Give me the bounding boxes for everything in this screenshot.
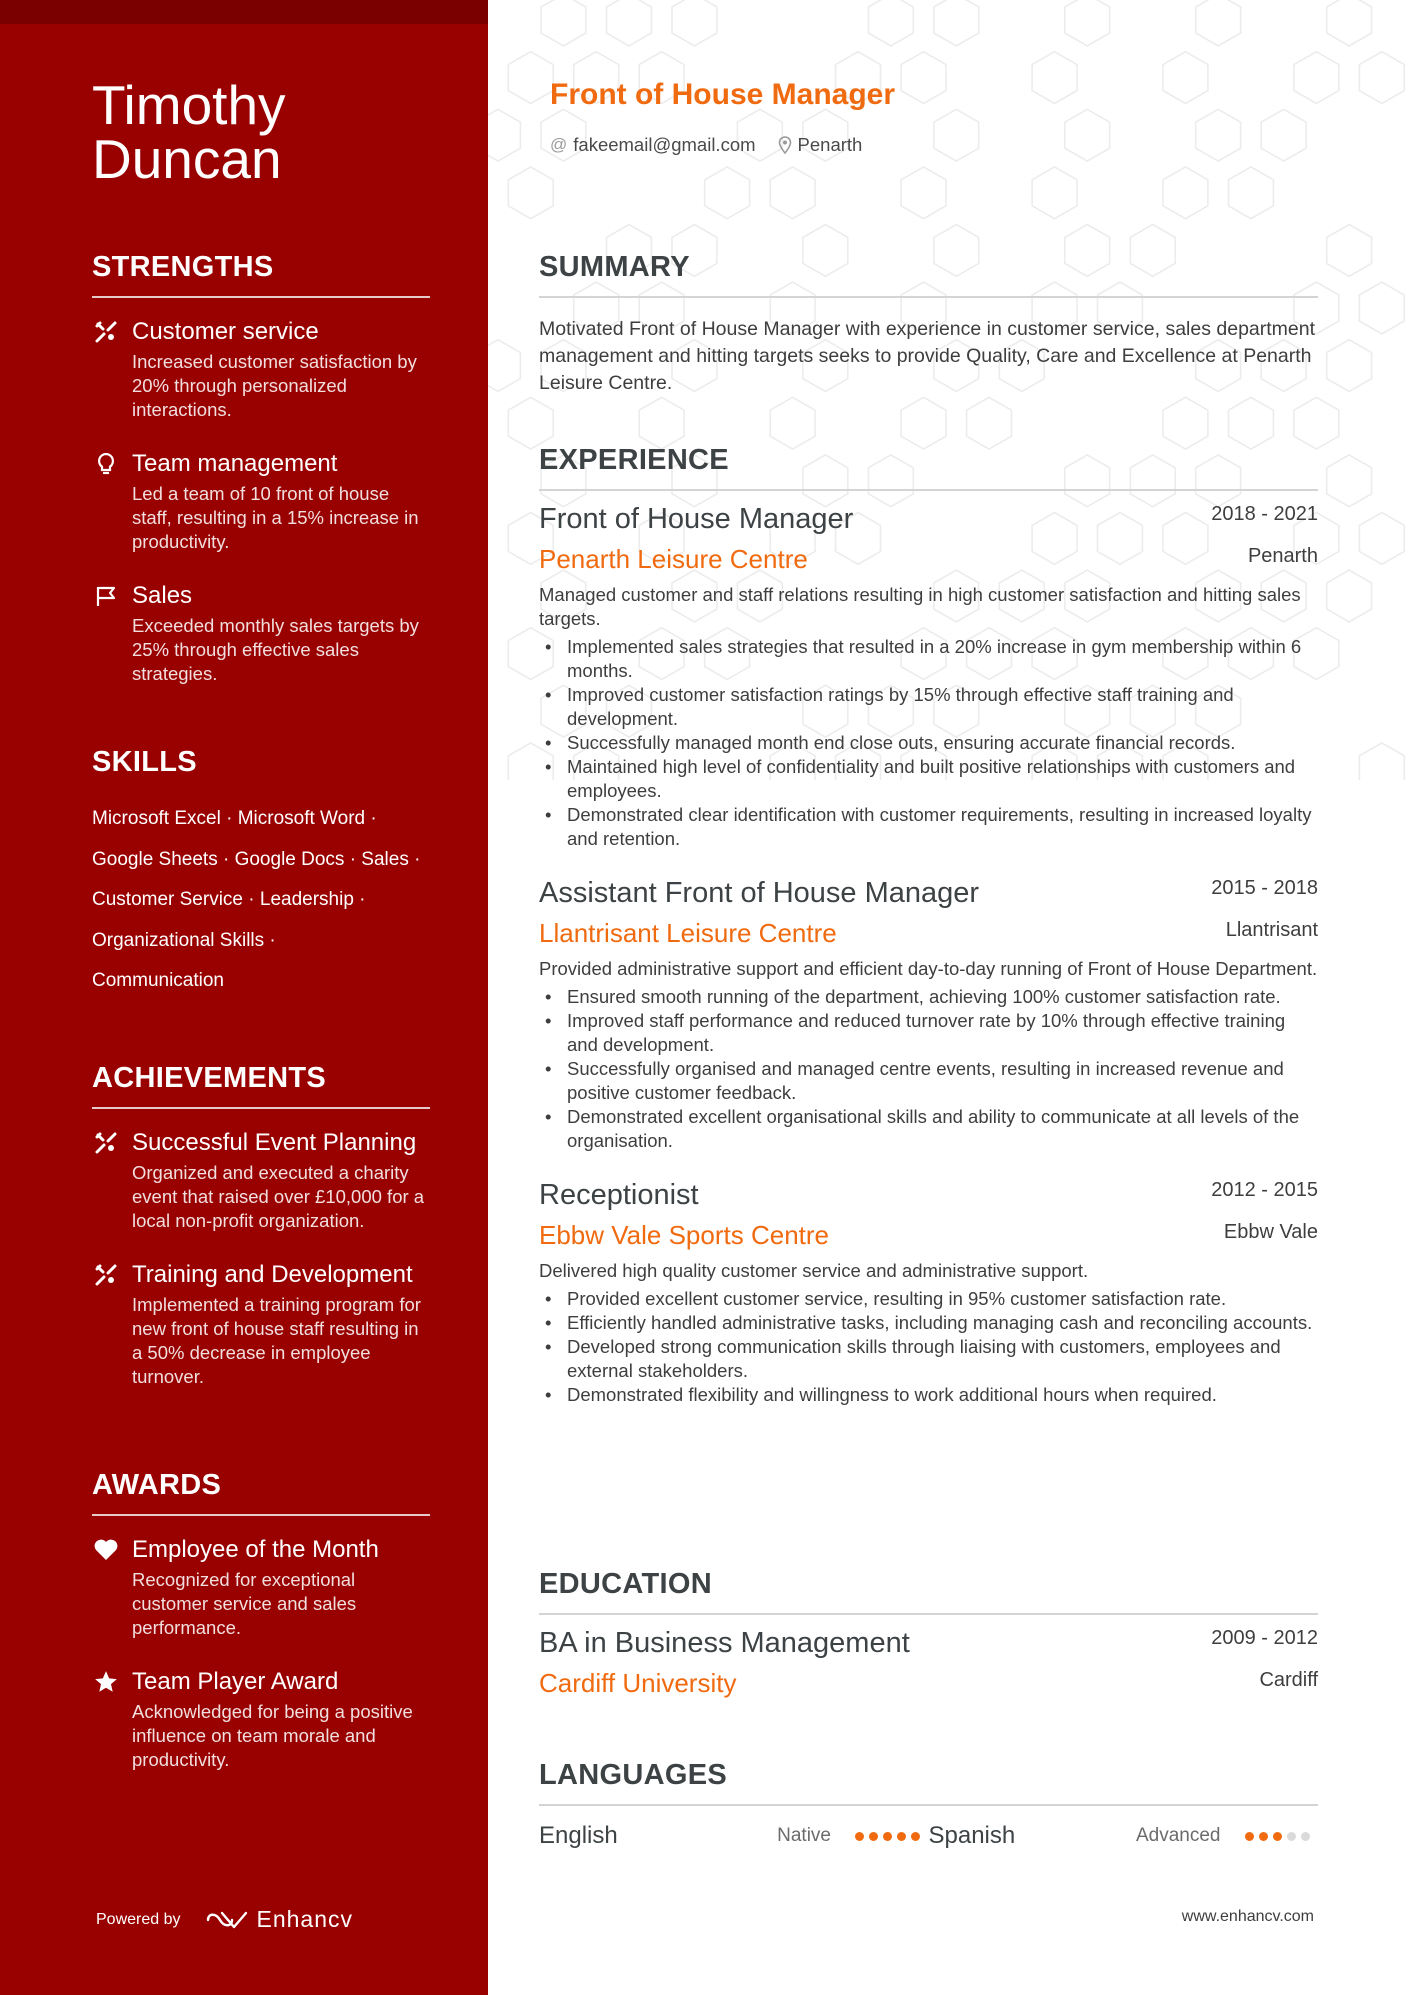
degree-title: BA in Business Management <box>539 1627 910 1659</box>
achievement-desc: Organized and executed a charity event that raised over £10,000 for a local non-profit organization. <box>132 1162 425 1231</box>
main-content <box>488 0 1410 1995</box>
at-icon: @ <box>550 135 568 154</box>
hexagon-shape <box>508 167 553 219</box>
education-heading: EDUCATION <box>539 1567 1318 1615</box>
experience-entry <box>539 499 1318 851</box>
hexagon-shape <box>1327 225 1372 277</box>
hexagon-shape <box>672 0 717 46</box>
bullet-item: • Successfully managed month end close outs, ensuring accurate financial records. <box>539 731 1318 755</box>
strength-item <box>92 316 430 422</box>
skills-line: Customer Service · Leadership · <box>92 889 366 910</box>
rating-dot <box>1245 1832 1254 1841</box>
skills-line: Organizational Skills · <box>92 929 276 951</box>
job-dates: 2012 - 2015 <box>1211 1179 1318 1201</box>
strength-item <box>92 580 430 686</box>
experience-section <box>539 443 1318 1429</box>
job-company: Ebbw Vale Sports Centre <box>539 1220 829 1250</box>
enhancv-logo-icon <box>205 1909 249 1931</box>
award-title: Team Player Award <box>132 1668 339 1695</box>
hexagon-shape <box>934 0 979 46</box>
job-description: Managed customer and staff relations resulting in high customer satisfaction and hitting sales targets. <box>539 584 1301 629</box>
powered-by <box>96 1906 353 1933</box>
hexagon-shape <box>1327 570 1372 622</box>
summary-text: Motivated Front of House Manager with experience in customer service, sales department management and hitting targets seeks to provide Quality, Care and Excellence at Penarth Leisure Centre. <box>539 318 1316 394</box>
website-link[interactable]: www.enhancv.com <box>1181 1908 1314 1925</box>
tools-icon <box>92 1261 120 1289</box>
strength-title: Team management <box>132 450 338 477</box>
hexagon-shape <box>1065 0 1110 46</box>
strength-title: Sales <box>132 582 193 609</box>
job-title: Front of House Manager <box>539 503 854 535</box>
skills-list <box>92 799 430 1002</box>
last-name: Duncan <box>92 128 282 190</box>
achievement-item <box>92 1259 430 1389</box>
hexagon-shape <box>1294 52 1339 104</box>
strengths-heading: STRENGTHS <box>92 250 430 298</box>
hexagon-shape <box>1065 109 1110 161</box>
hexagon-shape <box>1359 52 1404 104</box>
award-title: Employee of the Month <box>132 1536 379 1563</box>
hexagon-shape <box>1359 282 1404 334</box>
skills-section <box>92 745 430 1002</box>
bullet-item: • Successfully organised and managed centre events, resulting in increased revenue and positive customer feedback. <box>539 1057 1318 1105</box>
hexagon-shape <box>901 52 946 104</box>
skills-line: Microsoft Excel · Microsoft Word · <box>92 808 377 829</box>
languages-section <box>539 1758 1318 1858</box>
hexagon-shape <box>1196 109 1241 161</box>
first-name: Timothy <box>92 74 286 136</box>
language-level: Advanced <box>1135 1825 1221 1846</box>
job-company: Penarth Leisure Centre <box>539 544 808 574</box>
hexagon-shape <box>1327 0 1372 46</box>
headline: Front of House Manager <box>550 78 896 111</box>
awards-section <box>92 1468 430 1798</box>
experience-heading: EXPERIENCE <box>539 443 1318 491</box>
school-name: Cardiff University <box>539 1668 737 1698</box>
strength-title: Customer service <box>132 318 319 345</box>
hexagon-shape <box>1032 167 1077 219</box>
achievement-title: Successful Event Planning <box>132 1129 417 1156</box>
hexagon-shape <box>1327 455 1372 507</box>
hexagon-shape <box>868 0 913 46</box>
hexagon-shape <box>1229 167 1274 219</box>
language-item <box>539 1822 929 1850</box>
rating-dot <box>911 1832 920 1841</box>
achievements-heading: ACHIEVEMENTS <box>92 1061 430 1109</box>
strength-desc: Exceeded monthly sales targets by 25% through effective sales strategies. <box>132 615 419 684</box>
education-section <box>539 1567 1318 1725</box>
bullet-item: • Ensured smooth running of the department, achieving 100% customer satisfaction rate. <box>539 985 1318 1009</box>
rating-dot <box>883 1832 892 1841</box>
contact-email[interactable] <box>550 134 756 156</box>
experience-entry <box>539 873 1318 1153</box>
hexagon-shape <box>901 167 946 219</box>
summary-heading: SUMMARY <box>539 250 1318 298</box>
bullet-item: • Provided excellent customer service, resulting in 95% customer satisfaction rate. <box>539 1287 1318 1311</box>
job-location: Llantrisant <box>1225 919 1318 941</box>
job-description: Provided administrative support and efficient day-to-day running of Front of House Department. <box>539 958 1318 979</box>
hexagon-shape <box>1032 52 1077 104</box>
tools-icon <box>92 318 120 346</box>
enhancv-brand-name: Enhancv <box>256 1906 354 1932</box>
bullet-item: • Demonstrated flexibility and willingness to work additional hours when required. <box>539 1383 1318 1407</box>
email-text: fakeemail@gmail.com <box>573 134 756 155</box>
location-pin-icon <box>778 136 792 154</box>
enhancv-logo[interactable] <box>205 1906 354 1933</box>
language-name: Spanish <box>928 1822 1016 1849</box>
job-company: Llantrisant Leisure Centre <box>539 918 837 948</box>
job-bullets <box>539 985 1318 1153</box>
hexagon-shape <box>1327 340 1372 392</box>
hexagon-shape <box>1163 397 1208 449</box>
education-entry <box>539 1623 1318 1703</box>
skills-heading: SKILLS <box>92 746 197 778</box>
bullet-item: • Demonstrated excellent organisational skills and ability to communicate at all levels of the organisation. <box>539 1105 1318 1153</box>
award-item <box>92 1534 430 1640</box>
award-desc: Recognized for exceptional customer service and sales performance. <box>132 1569 357 1638</box>
language-name: English <box>539 1822 618 1849</box>
award-desc: Acknowledged for being a positive influence on team morale and productivity. <box>132 1701 413 1770</box>
job-dates: 2018 - 2021 <box>1211 503 1318 525</box>
achievements-section <box>92 1061 430 1415</box>
hexagon-shape <box>1163 167 1208 219</box>
award-item <box>92 1666 430 1772</box>
tools-icon <box>92 1129 120 1157</box>
hexagon-shape <box>508 397 553 449</box>
hexagon-shape <box>488 340 520 392</box>
hexagon-shape <box>1229 397 1274 449</box>
candidate-name <box>92 74 472 190</box>
hexagon-shape <box>901 397 946 449</box>
language-item <box>929 1822 1319 1850</box>
rating-dot <box>1301 1832 1310 1841</box>
hexagon-shape <box>607 0 652 46</box>
flag-icon <box>92 582 120 610</box>
education-dates: 2009 - 2012 <box>1211 1627 1318 1649</box>
hexagon-shape <box>508 52 553 104</box>
school-location: Cardiff <box>1259 1669 1318 1691</box>
job-dates: 2015 - 2018 <box>1211 877 1318 899</box>
strengths-section <box>92 250 430 712</box>
powered-by-label: Powered by <box>96 1910 181 1928</box>
hexagon-shape <box>1196 0 1241 46</box>
job-location: Ebbw Vale <box>1223 1221 1318 1243</box>
hexagon-shape <box>1163 52 1208 104</box>
rating-dot <box>1259 1832 1268 1841</box>
achievement-item <box>92 1127 430 1233</box>
heart-icon <box>92 1536 120 1564</box>
hexagon-shape <box>541 0 586 46</box>
job-bullets <box>539 635 1318 851</box>
languages-row <box>539 1814 1318 1858</box>
rating-dot <box>897 1832 906 1841</box>
language-rating <box>1245 1832 1310 1841</box>
bullet-item: • Implemented sales strategies that resulted in a 20% increase in gym membership within 6 months. <box>539 635 1318 683</box>
job-location: Penarth <box>1247 545 1318 567</box>
strength-item <box>92 448 430 554</box>
language-level: Native <box>777 1825 831 1846</box>
experience-entry <box>539 1175 1318 1407</box>
bullet-item: • Improved customer satisfaction ratings by 15% through effective staff training and development. <box>539 683 1318 731</box>
strength-desc: Increased customer satisfaction by 20% through personalized interactions. <box>132 351 417 420</box>
rating-dot <box>869 1832 878 1841</box>
bullet-item: • Efficiently handled administrative tasks, including managing cash and reconciling accounts. <box>539 1311 1318 1335</box>
sidebar <box>0 0 488 1995</box>
star-icon <box>92 1668 120 1696</box>
skills-line: Communication <box>92 970 224 991</box>
job-title: Assistant Front of House Manager <box>539 877 980 909</box>
location-text: Penarth <box>797 134 863 155</box>
job-bullets <box>539 1287 1318 1407</box>
hexagon-shape <box>639 397 684 449</box>
language-rating <box>855 1832 920 1841</box>
lightbulb-icon <box>92 450 120 478</box>
achievement-title: Training and Development <box>132 1261 413 1288</box>
achievement-desc: Implemented a training program for new front of house staff resulting in a 50% decrease in employee turnover. <box>132 1294 421 1387</box>
job-description: Delivered high quality customer service and administrative support. <box>539 1260 1089 1281</box>
hexagon-shape <box>934 109 979 161</box>
rating-dot <box>855 1832 864 1841</box>
strength-desc: Led a team of 10 front of house staff, resulting in a 15% increase in productivity. <box>132 483 419 552</box>
bullet-item: • Improved staff performance and reduced turnover rate by 10% through effective training and development. <box>539 1009 1318 1057</box>
rating-dot <box>1273 1832 1282 1841</box>
hexagon-shape <box>1294 397 1339 449</box>
contact-info <box>550 134 862 156</box>
hexagon-shape <box>770 397 815 449</box>
awards-heading: AWARDS <box>92 1468 430 1516</box>
languages-heading: LANGUAGES <box>539 1758 1318 1806</box>
bullet-item: • Demonstrated clear identification with customer requirements, resulting in increased loyalty and retention. <box>539 803 1318 851</box>
contact-location <box>778 134 863 156</box>
job-title: Receptionist <box>539 1179 699 1211</box>
bullet-item: • Maintained high level of confidentiality and built positive relationships with customers and employees. <box>539 755 1318 803</box>
hexagon-shape <box>1359 513 1404 565</box>
hexagon-shape <box>488 109 520 161</box>
rating-dot <box>1287 1832 1296 1841</box>
summary-section <box>539 250 1318 397</box>
hexagon-shape <box>967 397 1012 449</box>
hexagon-shape <box>1359 743 1404 780</box>
sidebar-top-bar <box>0 0 488 24</box>
hexagon-shape <box>770 167 815 219</box>
hexagon-shape <box>705 167 750 219</box>
hexagon-shape <box>1261 109 1306 161</box>
bullet-item: • Developed strong communication skills through liaising with customers, employees and external stakeholders. <box>539 1335 1318 1383</box>
skills-line: Google Sheets · Google Docs · Sales · <box>92 848 421 870</box>
